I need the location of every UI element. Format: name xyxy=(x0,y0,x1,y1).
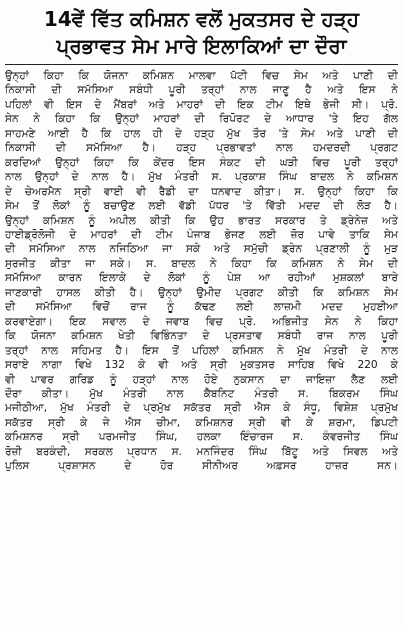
body-line-17: ਦੀ ਸਮੱਸਿਆ ਵਿਚੋਂ ਰਾਜ ਨੂੰ ਕੱਢਣ ਲਈ ਲਾਜ਼ਮੀ ਮਦਦ ਮੁਹਈਆ xyxy=(5,301,398,314)
body-line-28: ਪੁਲਿਸ ਪ੍ਰਸ਼ਾਸਨ ਦੇ ਹੋਰ ਸੀਨੀਅਰ ਅਫ਼ਸਰ ਹਾਜ਼ਰ ਸਨ। xyxy=(5,460,398,473)
body-line-2: ਨਿਕਾਸੀ ਦੀ ਸਮੱਸਿਆ ਸਬੰਧੀ ਪੂਰੀ ਤਰ੍ਹਾਂ ਨਾਲ ਜਾਣੂ ਹੈ ਅਤੇ ਇਸ ਨੇ xyxy=(5,84,398,97)
body-line-19: ਕਿ ਯੋਜਨਾ ਕਮਿਸ਼ਨ ਖੇਤੀ ਵਿਭਿੰਨਤਾ ਦੇ ਪ੍ਰਸਤਾਵ ਸਬੰਧੀ ਰਾਜ ਨਾਲ ਪੂਰੀ xyxy=(5,330,398,343)
body-line-22: ਵੀ ਪਾਵਰ ਗਰਿਡ ਨੂੰ ਹੜ੍ਹਾਂ ਨਾਲ ਹੋਏ ਨੁਕਸਾਨ ਦਾ ਜਾਇਜ਼ਾ ਲੈਣ ਲਈ xyxy=(5,373,398,386)
body-line-25: ਸਕੱਤਰ ਸ੍ਰੀ ਕੇ ਜੇ ਐਸ ਚੀਮਾ, ਕਮਿਸ਼ਨਰ ਸ੍ਰੀ ਵੀ ਕੇ ਸ਼ਰਮਾ, ਡਿਪਟੀ xyxy=(5,416,398,429)
body-line-10: ਸੇਮ ਤੋਂ ਲੋਕਾਂ ਨੂੰ ਬਚਾਉਣ ਲਈ ਵੱਡੀ ਪੱਧਰ 'ਤੇ ਵਿੱਤੀ ਮਦਦ ਦੀ ਲੋੜ ਹੈ। xyxy=(5,200,398,213)
article-body xyxy=(5,69,398,474)
body-line-23: ਦੌਰਾ ਕੀਤਾ। ਮੁੱਖ ਮੰਤਰੀ ਨਾਲ ਕੈਬਨਿਟ ਮੰਤਰੀ ਸ. ਬਿਕਰਮ ਸਿੰਘ xyxy=(5,387,398,400)
body-line-27: ਰੋਜ਼ੀ ਬਰਕੰਦੀ, ਸਰਕਲ ਪ੍ਰਧਾਨ ਸ. ਮਨਜਿੰਦਰ ਸਿੰਘ ਬਿੱਟੂ ਅਤੇ ਸਿਵਲ ਅਤੇ xyxy=(5,445,398,458)
body-line-12: ਹਾਈਡ੍ਰੋਲੋਜੀ ਦੇ ਮਾਹਰਾਂ ਦੀ ਟੀਮ ਪੰਜਾਬ ਭੇਜਣ ਲਈ ਜ਼ੋਰ ਪਾਵੇ ਤਾਕਿ ਸੇਮ xyxy=(5,228,398,241)
headline-line-1: 14ਵੇਂ ਵਿੱਤ ਕਮਿਸ਼ਨ ਵਲੋਂ ਮੁਕਤਸਰ ਦੇ ਹੜ੍ਹ xyxy=(43,7,360,31)
body-line-4: ਸੇਨ ਨੇ ਕਿਹਾ ਕਿ ਉਨ੍ਹਾਂ ਮਾਹਰਾਂ ਦੀ ਰਿਪੋਰਟ ਦੇ ਆਧਾਰ 'ਤੇ ਇਹ ਗੱਲ xyxy=(5,113,398,126)
body-line-6: ਨਿਕਾਸੀ ਦੀ ਸਮੱਸਿਆ ਹੈ। ਹੜ੍ਹ ਪ੍ਰਭਾਵਤਾਂ ਨਾਲ ਹਮਦਰਦੀ ਪ੍ਰਗਟ xyxy=(5,142,398,155)
body-line-13: ਦੀ ਸਮੱਸਿਆ ਨਾਲ ਨਜਿਠਿਆ ਜਾ ਸਕੇ ਅਤੇ ਸਮੁੱਚੀ ਡ੍ਰੇਨ ਪ੍ਰਣਾਲੀ ਨੂੰ ਮੁੜ xyxy=(5,243,398,256)
body-line-11: ਉਨ੍ਹਾਂ ਕਮਿਸ਼ਨ ਨੂੰ ਅਪੀਲ ਕੀਤੀ ਕਿ ਉਹ ਭਾਰਤ ਸਰਕਾਰ ਤੇ ਡ੍ਰੇਨੇਜ਼ ਅਤੇ xyxy=(5,214,398,227)
body-line-5: ਸਾਹਮਣੇ ਆਈ ਹੈ ਕਿ ਹਾਲ ਹੀ ਦੇ ਹੜ੍ਹ ਮੁੱਖ ਤੌਰ 'ਤੇ ਸੇਮ ਅਤੇ ਪਾਣੀ ਦੀ xyxy=(5,127,398,140)
body-line-26: ਕਮਿਸ਼ਨਰ ਸ੍ਰੀ ਪਰਮਜੀਤ ਸਿੰਘ, ਹਲਕਾ ਇੰਚਾਰਜ ਸ. ਕੰਵਰਜੀਤ ਸਿੰਘ xyxy=(5,431,398,444)
body-line-7: ਕਰਦਿਆਂ ਉਨ੍ਹਾਂ ਕਿਹਾ ਕਿ ਕੇਂਦਰ ਇਸ ਸੰਕਟ ਦੀ ਘੜੀ ਵਿਚ ਪੂਰੀ ਤਰ੍ਹਾਂ xyxy=(5,156,398,169)
body-line-14: ਸੁਰਜੀਤ ਕੀਤਾ ਜਾ ਸਕੇ। ਸ. ਬਾਦਲ ਨੇ ਕਿਹਾ ਕਿ ਕਮਿਸ਼ਨ ਨੇ ਸੇਮ ਦੀ xyxy=(5,257,398,270)
body-line-18: ਕਰਵਾਏਗਾ। ਇਕ ਸਵਾਲ ਦੇ ਜਵਾਬ ਵਿਚ ਪ੍ਰੋ. ਅਭਿਜੀਤ ਸੇਨ ਨੇ ਕਿਹਾ xyxy=(5,315,398,328)
body-line-21: ਸਰਾਏ ਨਾਗਾ ਵਿਖੇ 132 ਕੇ ਵੀ ਅਤੇ ਸ੍ਰੀ ਮੁਕਤਸਰ ਸਾਹਿਬ ਵਿਖੇ 220 ਕੇ xyxy=(5,359,398,372)
headline-divider xyxy=(5,64,398,65)
body-line-16: ਜਾਣਕਾਰੀ ਹਾਸਲ ਕੀਤੀ ਹੈ। ਉਨ੍ਹਾਂ ਉਮੀਦ ਪ੍ਰਗਟ ਕੀਤੀ ਕਿ ਕਮਿਸ਼ਨ ਸੇਮ xyxy=(5,286,398,299)
body-line-3: ਪਹਿਲਾਂ ਵੀ ਇਸ ਦੇ ਮੈਂਬਰਾਂ ਅਤੇ ਮਾਹਰਾਂ ਦੀ ਇਕ ਟੀਮ ਇਥੇ ਭੇਜੀ ਸੀ। ਪ੍ਰੋ. xyxy=(5,98,398,111)
body-line-9: ਦੇ ਚੇਅਰਮੈਨ ਸ੍ਰੀ ਵਾਈ ਵੀ ਰੈਡੀ ਦਾ ਧਨਵਾਦ ਕੀਤਾ। ਸ. ਉਨ੍ਹਾਂ ਕਿਹਾ ਕਿ xyxy=(5,185,398,198)
headline xyxy=(5,6,398,60)
body-line-1: ਉਨ੍ਹਾਂ ਕਿਹਾ ਕਿ ਯੋਜਨਾ ਕਮਿਸ਼ਨ ਮਾਲਵਾ ਪੱਟੀ ਵਿਚ ਸੇਮ ਅਤੇ ਪਾਣੀ ਦੀ xyxy=(5,70,398,82)
body-line-15: ਸਮੱਸਿਆ ਕਾਰਨ ਇਲਾਕੇ ਦੇ ਲੋਕਾਂ ਨੂੰ ਪੇਸ਼ ਆ ਰਹੀਆਂ ਮੁਸ਼ਕਲਾਂ ਬਾਰੇ xyxy=(5,272,398,285)
headline-line-2: ਪ੍ਰਭਾਵਤ ਸੇਮ ਮਾਰੇ ਇਲਾਕਿਆਂ ਦਾ ਦੌਰਾ xyxy=(56,34,347,58)
body-line-8: ਨਾਲ ਉਨ੍ਹਾਂ ਦੇ ਨਾਲ ਹੈ। ਮੁੱਖ ਮੰਤਰੀ ਸ. ਪ੍ਰਕਾਸ਼ ਸਿੰਘ ਬਾਦਲ ਨੇ ਕਮਿਸ਼ਨ xyxy=(5,171,398,184)
body-line-20: ਤਰ੍ਹਾਂ ਨਾਲ ਸਹਿਮਤ ਹੈ। ਇਸ ਤੋਂ ਪਹਿਲਾਂ ਕਮਿਸ਼ਨ ਨੇ ਮੁੱਖ ਮੰਤਰੀ ਦੇ ਨਾਲ xyxy=(5,344,398,357)
body-line-24: ਮਜੀਠੀਆ, ਮੁੱਖ ਮੰਤਰੀ ਦੇ ਪ੍ਰਮੁੱਖ ਸਕੱਤਰ ਸ੍ਰੀ ਐਸ ਕੇ ਸੰਧੂ, ਵਿਸ਼ੇਸ਼ ਪ੍ਰਮੁੱਖ xyxy=(5,402,398,415)
